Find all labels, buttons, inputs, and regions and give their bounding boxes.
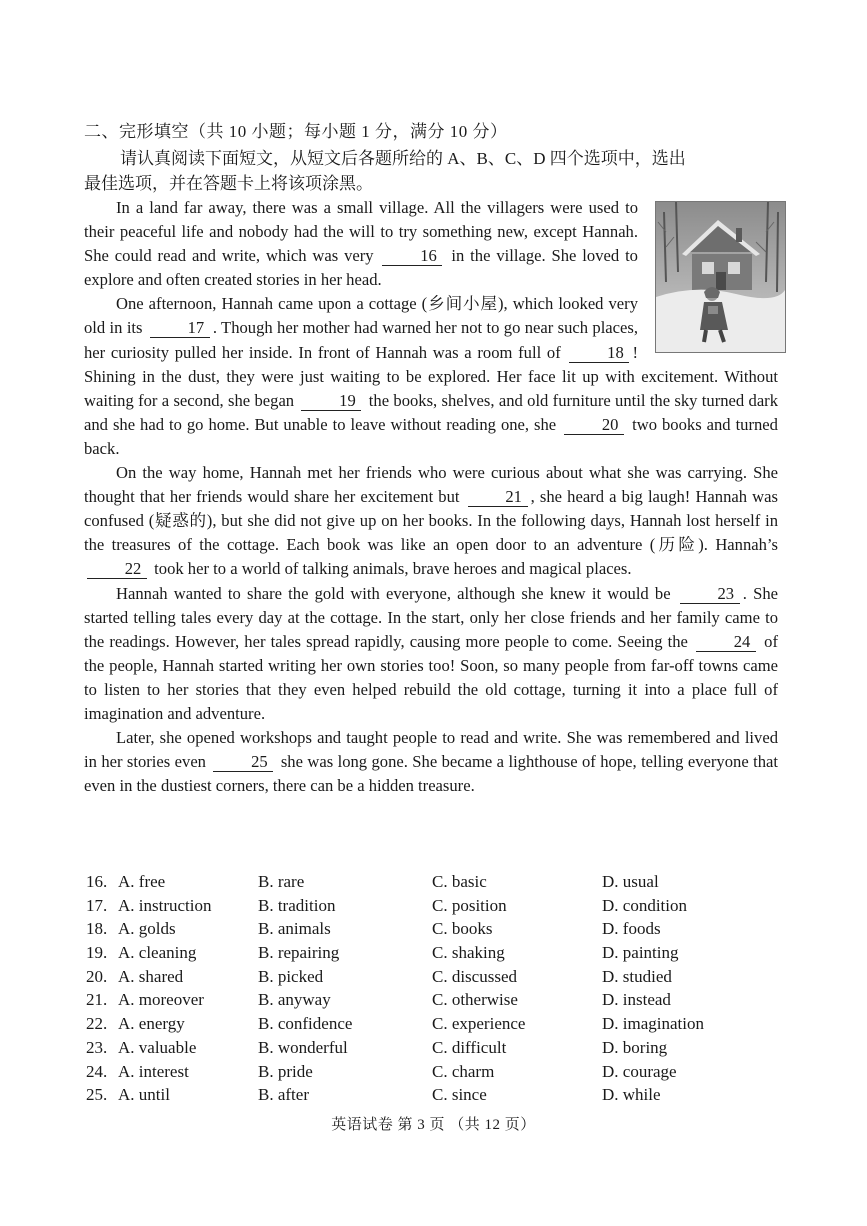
question-number: 24. bbox=[86, 1061, 108, 1081]
option-row bbox=[84, 919, 784, 943]
passage-text: . Though her mother had warned her not to go near such places, her curiosity pulled her inside. In front of Hannah was a room full of bbox=[84, 318, 638, 362]
passage-text: of the people, Hannah started writing her own stories too! Soon, so many people from far-off towns came to listen to her stories that they even helped rebuild the old cottage, turning it into a place full of imagination and adventure. bbox=[84, 631, 778, 723]
option-a: A. free bbox=[118, 872, 166, 891]
option-b: B. picked bbox=[258, 966, 324, 986]
passage-text: Hannah wanted to share the gold with everyone, although she knew it would be bbox=[116, 583, 671, 603]
question-number: 23. bbox=[86, 1037, 108, 1057]
blank-18: 18 bbox=[569, 344, 629, 363]
question-number: 16. bbox=[86, 872, 108, 891]
option-a: A. cleaning bbox=[118, 943, 197, 963]
cloze-passage bbox=[84, 196, 778, 798]
option-a: A. moreover bbox=[118, 990, 204, 1010]
option-d: D. usual bbox=[602, 872, 659, 891]
option-row bbox=[84, 1038, 784, 1062]
option-d: D. painting bbox=[602, 943, 679, 963]
option-row bbox=[84, 1085, 784, 1109]
question-number: 17. bbox=[86, 895, 108, 915]
paragraph-3 bbox=[84, 461, 778, 581]
option-c: C. difficult bbox=[432, 1037, 507, 1057]
option-b: B. wonderful bbox=[258, 1037, 348, 1057]
option-d: D. boring bbox=[602, 1037, 668, 1057]
question-number: 19. bbox=[86, 943, 108, 963]
option-a: A. energy bbox=[118, 1014, 185, 1034]
blank-19: 19 bbox=[301, 392, 361, 411]
paragraph-5 bbox=[84, 726, 778, 798]
passage-text: in the village. She loved to explore and often created stories in her head. bbox=[84, 246, 638, 290]
option-c: C. basic bbox=[432, 872, 487, 891]
passage-text: One afternoon, Hannah came upon a cottage (乡间小屋), which looked very old in its bbox=[84, 294, 638, 338]
option-c: C. charm bbox=[432, 1061, 495, 1081]
passage-text: took her to a world of talking animals, brave heroes and magical places. bbox=[154, 559, 632, 579]
option-d: D. studied bbox=[602, 966, 672, 986]
option-b: B. after bbox=[258, 1085, 309, 1105]
page-footer: 英语试卷 第 3 页 （共 12 页） bbox=[331, 1117, 536, 1133]
question-number: 20. bbox=[86, 966, 108, 986]
question-number: 22. bbox=[86, 1014, 108, 1034]
option-b: B. pride bbox=[258, 1061, 313, 1081]
option-c: C. position bbox=[432, 895, 507, 915]
blank-20: 20 bbox=[564, 416, 624, 435]
passage-text: two books and turned back. bbox=[84, 414, 778, 458]
answer-options bbox=[84, 872, 784, 1109]
illustration-space bbox=[638, 200, 778, 352]
option-b: B. confidence bbox=[258, 1014, 353, 1034]
option-c: C. discussed bbox=[432, 966, 517, 986]
option-b: B. animals bbox=[258, 919, 331, 939]
option-d: D. instead bbox=[602, 990, 671, 1010]
option-row bbox=[84, 896, 784, 920]
option-a: A. golds bbox=[118, 919, 176, 939]
option-d: D. condition bbox=[602, 895, 687, 915]
option-a: A. instruction bbox=[118, 895, 212, 915]
option-row bbox=[84, 943, 784, 967]
passage-text: she was long gone. She became a lighthouse of hope, telling everyone that even in the dustiest corners, there can be a hidden treasure. bbox=[84, 752, 778, 796]
option-b: B. anyway bbox=[258, 990, 331, 1010]
blank-22: 22 bbox=[87, 560, 147, 579]
instruction-line-2: 最佳选项，并在答题卡上将该项涂黑。 bbox=[84, 174, 373, 193]
option-c: C. experience bbox=[432, 1014, 526, 1034]
option-b: B. rare bbox=[258, 872, 305, 891]
instruction-line-1: 请认真阅读下面短文，从短文后各题所给的 A、B、C、D 四个选项中，选出 bbox=[120, 149, 686, 168]
option-row bbox=[84, 1014, 784, 1038]
option-row bbox=[84, 967, 784, 991]
instructions bbox=[84, 146, 784, 196]
option-d: D. foods bbox=[602, 919, 661, 939]
option-row bbox=[84, 1062, 784, 1086]
option-c: C. since bbox=[432, 1085, 487, 1105]
option-c: C. shaking bbox=[432, 943, 505, 963]
passage-text: the books, shelves, and old furniture until the sky turned dark and she had to go home. But unable to leave without reading one, she bbox=[84, 390, 779, 434]
passage-text: On the way home, Hannah met her friends who were curious about what she was carrying. She thought that her friends would share her excitement but bbox=[84, 463, 778, 507]
blank-21: 21 bbox=[468, 488, 528, 507]
option-c: C. otherwise bbox=[432, 990, 518, 1010]
blank-24: 24 bbox=[696, 633, 756, 652]
option-a: A. interest bbox=[118, 1061, 189, 1081]
passage-text: In a land far away, there was a small village. All the villagers were used to their peaceful life and nobody had the will to try something new, except Hannah. She could read and write, which was very bbox=[84, 198, 638, 266]
question-number: 18. bbox=[86, 919, 108, 939]
blank-23: 23 bbox=[680, 585, 740, 604]
option-d: D. imagination bbox=[602, 1014, 704, 1034]
passage-text: , she heard a big laugh! Hannah was confused (疑惑的), but she did not give up on her books. In the following days, Hannah lost herself in the treasures of the cottage. Each book was like an open door to an adventure (历险). Hannah’s bbox=[84, 487, 778, 555]
option-row bbox=[84, 872, 784, 896]
question-number: 25. bbox=[86, 1085, 108, 1105]
passage-text: ! Shining in the dust, they were just waiting to be explored. Her face lit up with excitement. Without waiting for a second, she began bbox=[84, 342, 778, 410]
option-d: D. while bbox=[602, 1085, 661, 1105]
option-c: C. books bbox=[432, 919, 493, 939]
blank-25: 25 bbox=[213, 753, 273, 772]
passage-text: Later, she opened workshops and taught people to read and write. She was remembered and lived in her stories even bbox=[84, 728, 778, 772]
option-a: A. valuable bbox=[118, 1037, 197, 1057]
option-a: A. shared bbox=[118, 966, 184, 986]
option-b: B. repairing bbox=[258, 943, 340, 963]
option-a: A. until bbox=[118, 1085, 170, 1105]
option-d: D. courage bbox=[602, 1061, 677, 1081]
paragraph-4 bbox=[84, 582, 778, 727]
section-title: 二、完形填空（共 10 小题；每小题 1 分，满分 10 分） bbox=[84, 122, 508, 141]
option-b: B. tradition bbox=[258, 895, 336, 915]
option-row bbox=[84, 990, 784, 1014]
passage-text: . She started telling tales every day at the cottage. In the start, only her close friends and her family came to the readings. However, her tales spread rapidly, causing more people to come. Seeing the bbox=[84, 583, 778, 651]
question-number: 21. bbox=[86, 990, 108, 1010]
blank-17: 17 bbox=[150, 319, 210, 338]
blank-16: 16 bbox=[382, 247, 442, 266]
